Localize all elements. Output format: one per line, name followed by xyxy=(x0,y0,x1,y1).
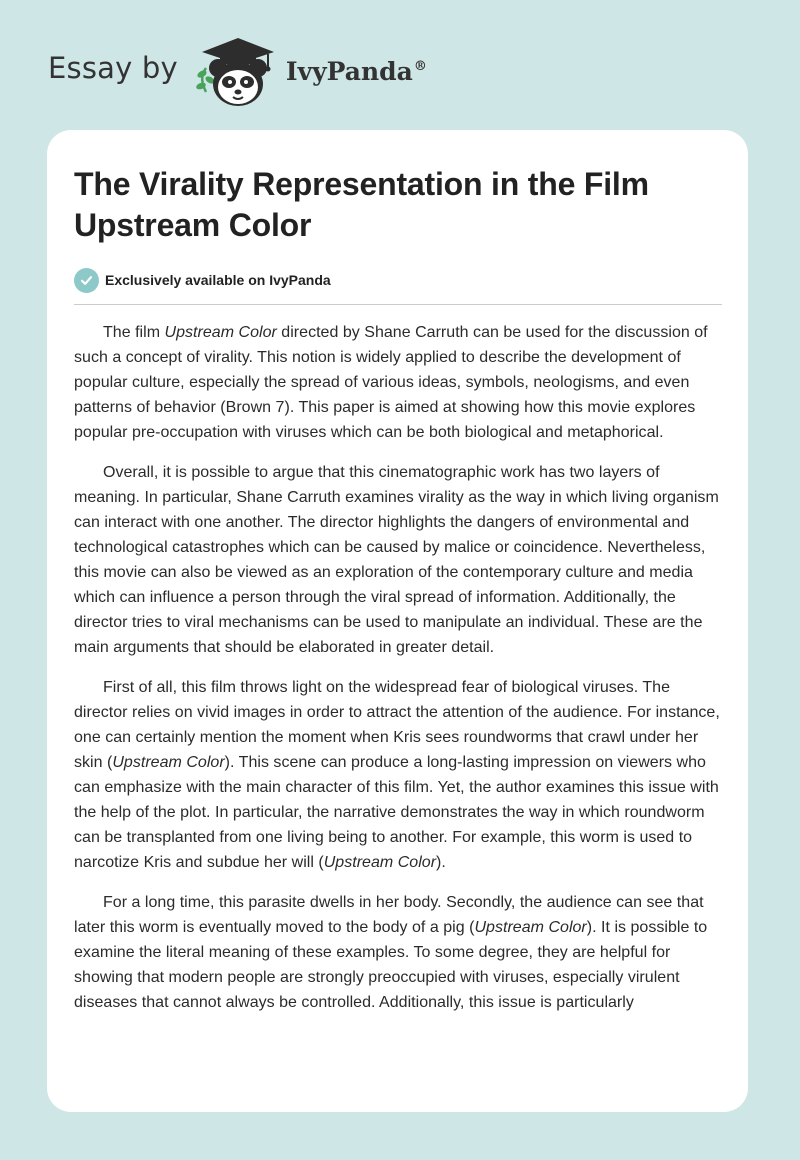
brand-name[interactable] xyxy=(286,57,427,86)
divider xyxy=(74,304,722,305)
text-run: directed by Shane Carruth can be used for the discussion of such a concept of virality. This notion is widely applied to describe the development of popular culture, especially the spread of various ideas, symbols, neologisms, and even patterns of behavior (Brown 7). This paper is aimed at showing how this movie explores popular pre-occupation with viruses which can be both biological and metaphorical. xyxy=(74,324,708,441)
exclusive-label: Exclusively available on IvyPanda xyxy=(105,272,331,288)
film-title-italic: Upstream Color xyxy=(112,754,225,771)
film-title-italic: Upstream Color xyxy=(323,854,437,871)
brand-name-text: IvyPanda xyxy=(285,56,413,86)
paragraph xyxy=(74,675,722,875)
brand-prefix: Essay by xyxy=(48,51,178,85)
essay-body xyxy=(74,320,722,1015)
essay-title: The Virality Representation in the Film Upstream Color xyxy=(74,166,649,243)
text-run: ). It is possible to examine the literal meaning of these examples. To some degree, they are helpful for showing that modern people are strongly preoccupied with viruses, especially virulent diseases that cannot always be controlled. Additionally, this issue is particularly xyxy=(74,919,708,1011)
text-run: Overall, it is possible to argue that this cinematographic work has two layers of meaning. In particular, Shane Carruth examines virality as the way in which living organism can interact with one another. The director highlights the dangers of environmental and technological catastrophes which can be caused by malice or coincidence. Nevertheless, this movie can also be viewed as an exploration of the contemporary culture and media which can influence a person through the viral spread of information. Additionally, the director tries to viral mechanisms can be used to manipulate an individual. These are the main arguments that should be elaborated in greater detail. xyxy=(74,464,719,656)
paragraph xyxy=(74,320,722,445)
text-run: For a long time, this parasite dwells in her body. Secondly, the audience can see that later this worm is eventually moved to the body of a pig ( xyxy=(74,894,704,936)
paragraph xyxy=(74,890,722,1015)
site-header xyxy=(48,30,427,110)
check-icon xyxy=(74,268,99,293)
registered-mark: ® xyxy=(413,59,427,75)
text-run: First of all, this film throws light on the widespread fear of biological viruses. The director relies on vivid images in order to attract the attention of the audience. For instance, one can certainly mention the moment when Kris sees roundworms that crawl under her skin ( xyxy=(74,679,720,771)
text-run: ). This scene can produce a long-lasting impression on viewers who can emphasize with the main character of this film. Yet, the author examines this issue with the help of the plot. In particular, the narrative demonstrates the way in which roundworm can be transplanted from one living being to another. For example, this worm is used to narcotize Kris and subdue her will ( xyxy=(74,754,719,871)
text-run: The film xyxy=(103,324,165,341)
essay-card xyxy=(47,130,748,1112)
exclusive-badge xyxy=(74,266,722,294)
panda-graduate-icon[interactable] xyxy=(192,30,284,110)
film-title-italic: Upstream Color xyxy=(164,324,277,341)
paragraph xyxy=(74,460,722,660)
film-title-italic: Upstream Color xyxy=(474,919,587,936)
text-run: ). xyxy=(436,854,446,871)
